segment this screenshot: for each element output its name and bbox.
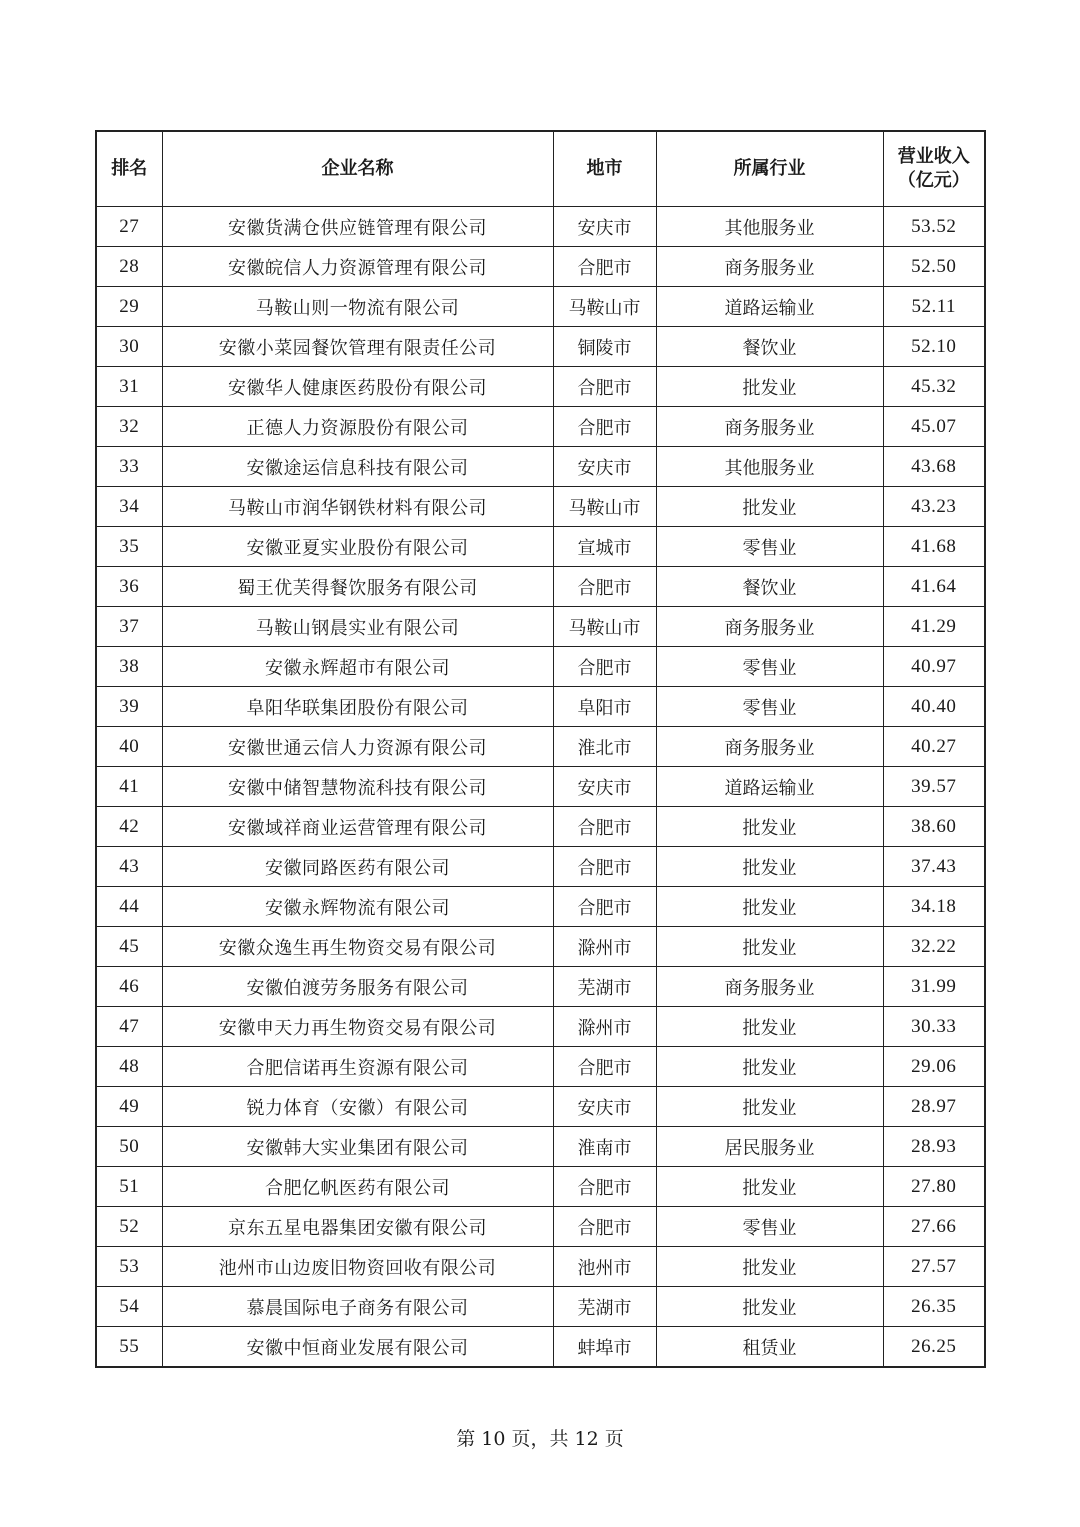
cell-revenue: 27.66 bbox=[883, 1207, 985, 1247]
cell-rank: 41 bbox=[96, 767, 162, 807]
cell-company: 安徽华人健康医药股份有限公司 bbox=[162, 367, 553, 407]
cell-company: 安徽域祥商业运营管理有限公司 bbox=[162, 807, 553, 847]
cell-industry: 批发业 bbox=[656, 847, 883, 887]
table-row bbox=[96, 1287, 985, 1327]
cell-revenue: 40.97 bbox=[883, 647, 985, 687]
cell-city: 池州市 bbox=[553, 1247, 656, 1287]
cell-revenue: 26.35 bbox=[883, 1287, 985, 1327]
cell-city: 合肥市 bbox=[553, 847, 656, 887]
cell-city: 阜阳市 bbox=[553, 687, 656, 727]
table-row bbox=[96, 287, 985, 327]
table-row bbox=[96, 807, 985, 847]
cell-industry: 批发业 bbox=[656, 807, 883, 847]
cell-company: 京东五星电器集团安徽有限公司 bbox=[162, 1207, 553, 1247]
cell-industry: 批发业 bbox=[656, 1047, 883, 1087]
cell-revenue: 31.99 bbox=[883, 967, 985, 1007]
cell-revenue: 41.64 bbox=[883, 567, 985, 607]
header-revenue-line1: 营业收入 bbox=[897, 146, 970, 167]
cell-rank: 45 bbox=[96, 927, 162, 967]
cell-rank: 42 bbox=[96, 807, 162, 847]
cell-industry: 零售业 bbox=[656, 647, 883, 687]
cell-rank: 36 bbox=[96, 567, 162, 607]
cell-city: 淮南市 bbox=[553, 1127, 656, 1167]
cell-company: 安徽永辉超市有限公司 bbox=[162, 647, 553, 687]
table-row bbox=[96, 487, 985, 527]
table-row bbox=[96, 1047, 985, 1087]
cell-industry: 批发业 bbox=[656, 1247, 883, 1287]
cell-company: 锐力体育（安徽）有限公司 bbox=[162, 1087, 553, 1127]
table-row bbox=[96, 1327, 985, 1368]
cell-industry: 其他服务业 bbox=[656, 447, 883, 487]
cell-rank: 51 bbox=[96, 1167, 162, 1207]
cell-rank: 29 bbox=[96, 287, 162, 327]
table-row bbox=[96, 1007, 985, 1047]
header-industry: 所属行业 bbox=[656, 131, 883, 207]
cell-revenue: 27.80 bbox=[883, 1167, 985, 1207]
table-row bbox=[96, 407, 985, 447]
cell-company: 安徽中恒商业发展有限公司 bbox=[162, 1327, 553, 1368]
cell-industry: 批发业 bbox=[656, 927, 883, 967]
cell-city: 芜湖市 bbox=[553, 1287, 656, 1327]
table-row bbox=[96, 847, 985, 887]
table-row bbox=[96, 247, 985, 287]
cell-company: 安徽途运信息科技有限公司 bbox=[162, 447, 553, 487]
table-body bbox=[96, 207, 985, 1368]
cell-revenue: 34.18 bbox=[883, 887, 985, 927]
cell-company: 安徽韩大实业集团有限公司 bbox=[162, 1127, 553, 1167]
cell-revenue: 40.27 bbox=[883, 727, 985, 767]
cell-company: 马鞍山则一物流有限公司 bbox=[162, 287, 553, 327]
table-row bbox=[96, 967, 985, 1007]
cell-industry: 商务服务业 bbox=[656, 247, 883, 287]
cell-city: 合肥市 bbox=[553, 807, 656, 847]
cell-revenue: 39.57 bbox=[883, 767, 985, 807]
table-row bbox=[96, 207, 985, 247]
cell-company: 阜阳华联集团股份有限公司 bbox=[162, 687, 553, 727]
cell-industry: 批发业 bbox=[656, 1287, 883, 1327]
table-row bbox=[96, 1247, 985, 1287]
cell-rank: 40 bbox=[96, 727, 162, 767]
cell-company: 合肥亿帆医药有限公司 bbox=[162, 1167, 553, 1207]
cell-company: 马鞍山市润华钢铁材料有限公司 bbox=[162, 487, 553, 527]
cell-company: 池州市山边废旧物资回收有限公司 bbox=[162, 1247, 553, 1287]
cell-rank: 33 bbox=[96, 447, 162, 487]
cell-industry: 商务服务业 bbox=[656, 607, 883, 647]
cell-company: 安徽货满仓供应链管理有限公司 bbox=[162, 207, 553, 247]
cell-company: 安徽皖信人力资源管理有限公司 bbox=[162, 247, 553, 287]
ranking-table bbox=[95, 130, 986, 1368]
cell-city: 合肥市 bbox=[553, 407, 656, 447]
cell-rank: 37 bbox=[96, 607, 162, 647]
cell-city: 合肥市 bbox=[553, 647, 656, 687]
cell-rank: 52 bbox=[96, 1207, 162, 1247]
cell-revenue: 29.06 bbox=[883, 1047, 985, 1087]
cell-city: 滁州市 bbox=[553, 1007, 656, 1047]
cell-revenue: 37.43 bbox=[883, 847, 985, 887]
cell-industry: 商务服务业 bbox=[656, 407, 883, 447]
cell-industry: 餐饮业 bbox=[656, 327, 883, 367]
cell-rank: 44 bbox=[96, 887, 162, 927]
cell-city: 合肥市 bbox=[553, 247, 656, 287]
cell-revenue: 40.40 bbox=[883, 687, 985, 727]
cell-company: 安徽小菜园餐饮管理有限责任公司 bbox=[162, 327, 553, 367]
table-row bbox=[96, 327, 985, 367]
cell-rank: 39 bbox=[96, 687, 162, 727]
cell-city: 芜湖市 bbox=[553, 967, 656, 1007]
table-row bbox=[96, 887, 985, 927]
cell-city: 合肥市 bbox=[553, 1047, 656, 1087]
table-row bbox=[96, 567, 985, 607]
table-row bbox=[96, 607, 985, 647]
cell-rank: 38 bbox=[96, 647, 162, 687]
cell-city: 合肥市 bbox=[553, 1207, 656, 1247]
cell-rank: 47 bbox=[96, 1007, 162, 1047]
cell-rank: 34 bbox=[96, 487, 162, 527]
cell-rank: 49 bbox=[96, 1087, 162, 1127]
cell-revenue: 32.22 bbox=[883, 927, 985, 967]
cell-rank: 53 bbox=[96, 1247, 162, 1287]
cell-rank: 55 bbox=[96, 1327, 162, 1368]
cell-revenue: 26.25 bbox=[883, 1327, 985, 1368]
cell-city: 安庆市 bbox=[553, 207, 656, 247]
cell-rank: 50 bbox=[96, 1127, 162, 1167]
cell-city: 马鞍山市 bbox=[553, 487, 656, 527]
cell-company: 慕晨国际电子商务有限公司 bbox=[162, 1287, 553, 1327]
cell-industry: 批发业 bbox=[656, 367, 883, 407]
cell-revenue: 41.68 bbox=[883, 527, 985, 567]
table-row bbox=[96, 647, 985, 687]
table-row bbox=[96, 1127, 985, 1167]
cell-industry: 批发业 bbox=[656, 887, 883, 927]
cell-industry: 批发业 bbox=[656, 1167, 883, 1207]
cell-industry: 批发业 bbox=[656, 1007, 883, 1047]
cell-revenue: 38.60 bbox=[883, 807, 985, 847]
cell-company: 正德人力资源股份有限公司 bbox=[162, 407, 553, 447]
cell-industry: 道路运输业 bbox=[656, 767, 883, 807]
cell-company: 安徽世通云信人力资源有限公司 bbox=[162, 727, 553, 767]
cell-rank: 28 bbox=[96, 247, 162, 287]
table-header bbox=[96, 131, 985, 207]
cell-revenue: 45.32 bbox=[883, 367, 985, 407]
cell-rank: 35 bbox=[96, 527, 162, 567]
table-row bbox=[96, 367, 985, 407]
cell-revenue: 53.52 bbox=[883, 207, 985, 247]
cell-industry: 商务服务业 bbox=[656, 727, 883, 767]
cell-rank: 31 bbox=[96, 367, 162, 407]
cell-rank: 54 bbox=[96, 1287, 162, 1327]
cell-city: 合肥市 bbox=[553, 1167, 656, 1207]
cell-revenue: 52.50 bbox=[883, 247, 985, 287]
cell-company: 安徽伯渡劳务服务有限公司 bbox=[162, 967, 553, 1007]
cell-rank: 30 bbox=[96, 327, 162, 367]
cell-industry: 居民服务业 bbox=[656, 1127, 883, 1167]
cell-company: 马鞍山钢晨实业有限公司 bbox=[162, 607, 553, 647]
table-row bbox=[96, 727, 985, 767]
cell-revenue: 52.11 bbox=[883, 287, 985, 327]
cell-company: 安徽中储智慧物流科技有限公司 bbox=[162, 767, 553, 807]
table-row bbox=[96, 1087, 985, 1127]
cell-rank: 43 bbox=[96, 847, 162, 887]
cell-industry: 零售业 bbox=[656, 527, 883, 567]
header-city: 地市 bbox=[553, 131, 656, 207]
table-row bbox=[96, 767, 985, 807]
header-company: 企业名称 bbox=[162, 131, 553, 207]
cell-industry: 道路运输业 bbox=[656, 287, 883, 327]
cell-city: 滁州市 bbox=[553, 927, 656, 967]
cell-industry: 其他服务业 bbox=[656, 207, 883, 247]
cell-city: 淮北市 bbox=[553, 727, 656, 767]
cell-rank: 27 bbox=[96, 207, 162, 247]
cell-revenue: 30.33 bbox=[883, 1007, 985, 1047]
cell-industry: 租赁业 bbox=[656, 1327, 883, 1368]
cell-city: 合肥市 bbox=[553, 367, 656, 407]
header-row bbox=[96, 131, 985, 207]
table-row bbox=[96, 1207, 985, 1247]
cell-revenue: 52.10 bbox=[883, 327, 985, 367]
cell-company: 安徽众逸生再生物资交易有限公司 bbox=[162, 927, 553, 967]
cell-revenue: 27.57 bbox=[883, 1247, 985, 1287]
cell-city: 安庆市 bbox=[553, 767, 656, 807]
cell-revenue: 28.93 bbox=[883, 1127, 985, 1167]
cell-revenue: 45.07 bbox=[883, 407, 985, 447]
header-rank: 排名 bbox=[96, 131, 162, 207]
table-row bbox=[96, 447, 985, 487]
cell-rank: 32 bbox=[96, 407, 162, 447]
cell-city: 安庆市 bbox=[553, 447, 656, 487]
table-row bbox=[96, 927, 985, 967]
cell-city: 蚌埠市 bbox=[553, 1327, 656, 1368]
header-revenue bbox=[883, 131, 985, 207]
cell-city: 马鞍山市 bbox=[553, 287, 656, 327]
cell-industry: 零售业 bbox=[656, 687, 883, 727]
cell-industry: 批发业 bbox=[656, 1087, 883, 1127]
header-revenue-line2: （亿元） bbox=[897, 170, 970, 191]
cell-industry: 批发业 bbox=[656, 487, 883, 527]
cell-company: 安徽亚夏实业股份有限公司 bbox=[162, 527, 553, 567]
cell-revenue: 43.68 bbox=[883, 447, 985, 487]
cell-industry: 餐饮业 bbox=[656, 567, 883, 607]
cell-city: 合肥市 bbox=[553, 567, 656, 607]
cell-city: 合肥市 bbox=[553, 887, 656, 927]
table-row bbox=[96, 687, 985, 727]
cell-city: 马鞍山市 bbox=[553, 607, 656, 647]
cell-city: 宣城市 bbox=[553, 527, 656, 567]
cell-revenue: 41.29 bbox=[883, 607, 985, 647]
table-row bbox=[96, 527, 985, 567]
cell-company: 蜀王优芙得餐饮服务有限公司 bbox=[162, 567, 553, 607]
page-number: 第 10 页，共 12 页 bbox=[456, 1428, 624, 1450]
table-row bbox=[96, 1167, 985, 1207]
cell-rank: 48 bbox=[96, 1047, 162, 1087]
cell-rank: 46 bbox=[96, 967, 162, 1007]
cell-city: 铜陵市 bbox=[553, 327, 656, 367]
cell-company: 安徽同路医药有限公司 bbox=[162, 847, 553, 887]
cell-revenue: 43.23 bbox=[883, 487, 985, 527]
cell-company: 安徽申天力再生物资交易有限公司 bbox=[162, 1007, 553, 1047]
cell-city: 安庆市 bbox=[553, 1087, 656, 1127]
cell-industry: 零售业 bbox=[656, 1207, 883, 1247]
cell-company: 合肥信诺再生资源有限公司 bbox=[162, 1047, 553, 1087]
cell-industry: 商务服务业 bbox=[656, 967, 883, 1007]
cell-company: 安徽永辉物流有限公司 bbox=[162, 887, 553, 927]
cell-revenue: 28.97 bbox=[883, 1087, 985, 1127]
